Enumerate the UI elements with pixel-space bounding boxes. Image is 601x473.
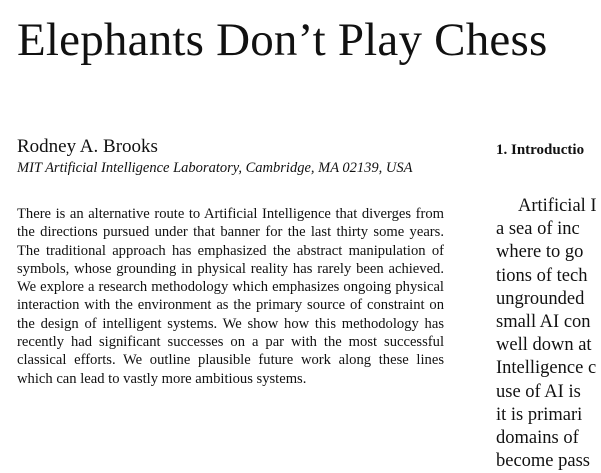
left-column xyxy=(17,136,444,388)
intro-line: domains of xyxy=(496,428,579,449)
intro-line: where to go xyxy=(496,242,584,263)
author-name: Rodney A. Brooks xyxy=(17,136,158,157)
paper-title: Elephants Don’t Play Chess xyxy=(17,14,548,66)
author-affiliation: MIT Artificial Intelligence Laboratory, Cambridge, MA 02139, USA xyxy=(17,160,413,176)
intro-line: a sea of inc xyxy=(496,219,580,240)
right-column xyxy=(496,141,601,473)
section-heading-introduction: 1. Introductio xyxy=(496,142,585,158)
introduction-body xyxy=(496,195,601,473)
intro-line: Artificial I xyxy=(518,196,597,216)
intro-line: ungrounded xyxy=(496,288,585,309)
intro-line: Intelligence c xyxy=(496,358,597,379)
intro-line: become pass xyxy=(496,451,591,472)
intro-line: use of AI is xyxy=(496,381,581,402)
intro-line: tions of tech xyxy=(496,265,588,286)
abstract-text: There is an alternative route to Artificial Intelligence that diverges from the directions pursued under that banner for the last thirty some years. The traditional approach has emphasized the abstract manipulation of symbols, whose grounding in physical reality has rarely been achieved. We explore a research methodology which emphasizes ongoing physical interaction with the environment as the primary source of constraint on the design of intelligent systems. We show how this methodology has recently had significant successes on a par with the most successful classical efforts. We outline plausible future work along these lines which can lead to vastly more ambitious systems. xyxy=(17,206,444,387)
intro-line: well down at xyxy=(496,335,592,356)
intro-line: small AI con xyxy=(496,312,591,333)
intro-line: it is primari xyxy=(496,404,583,425)
